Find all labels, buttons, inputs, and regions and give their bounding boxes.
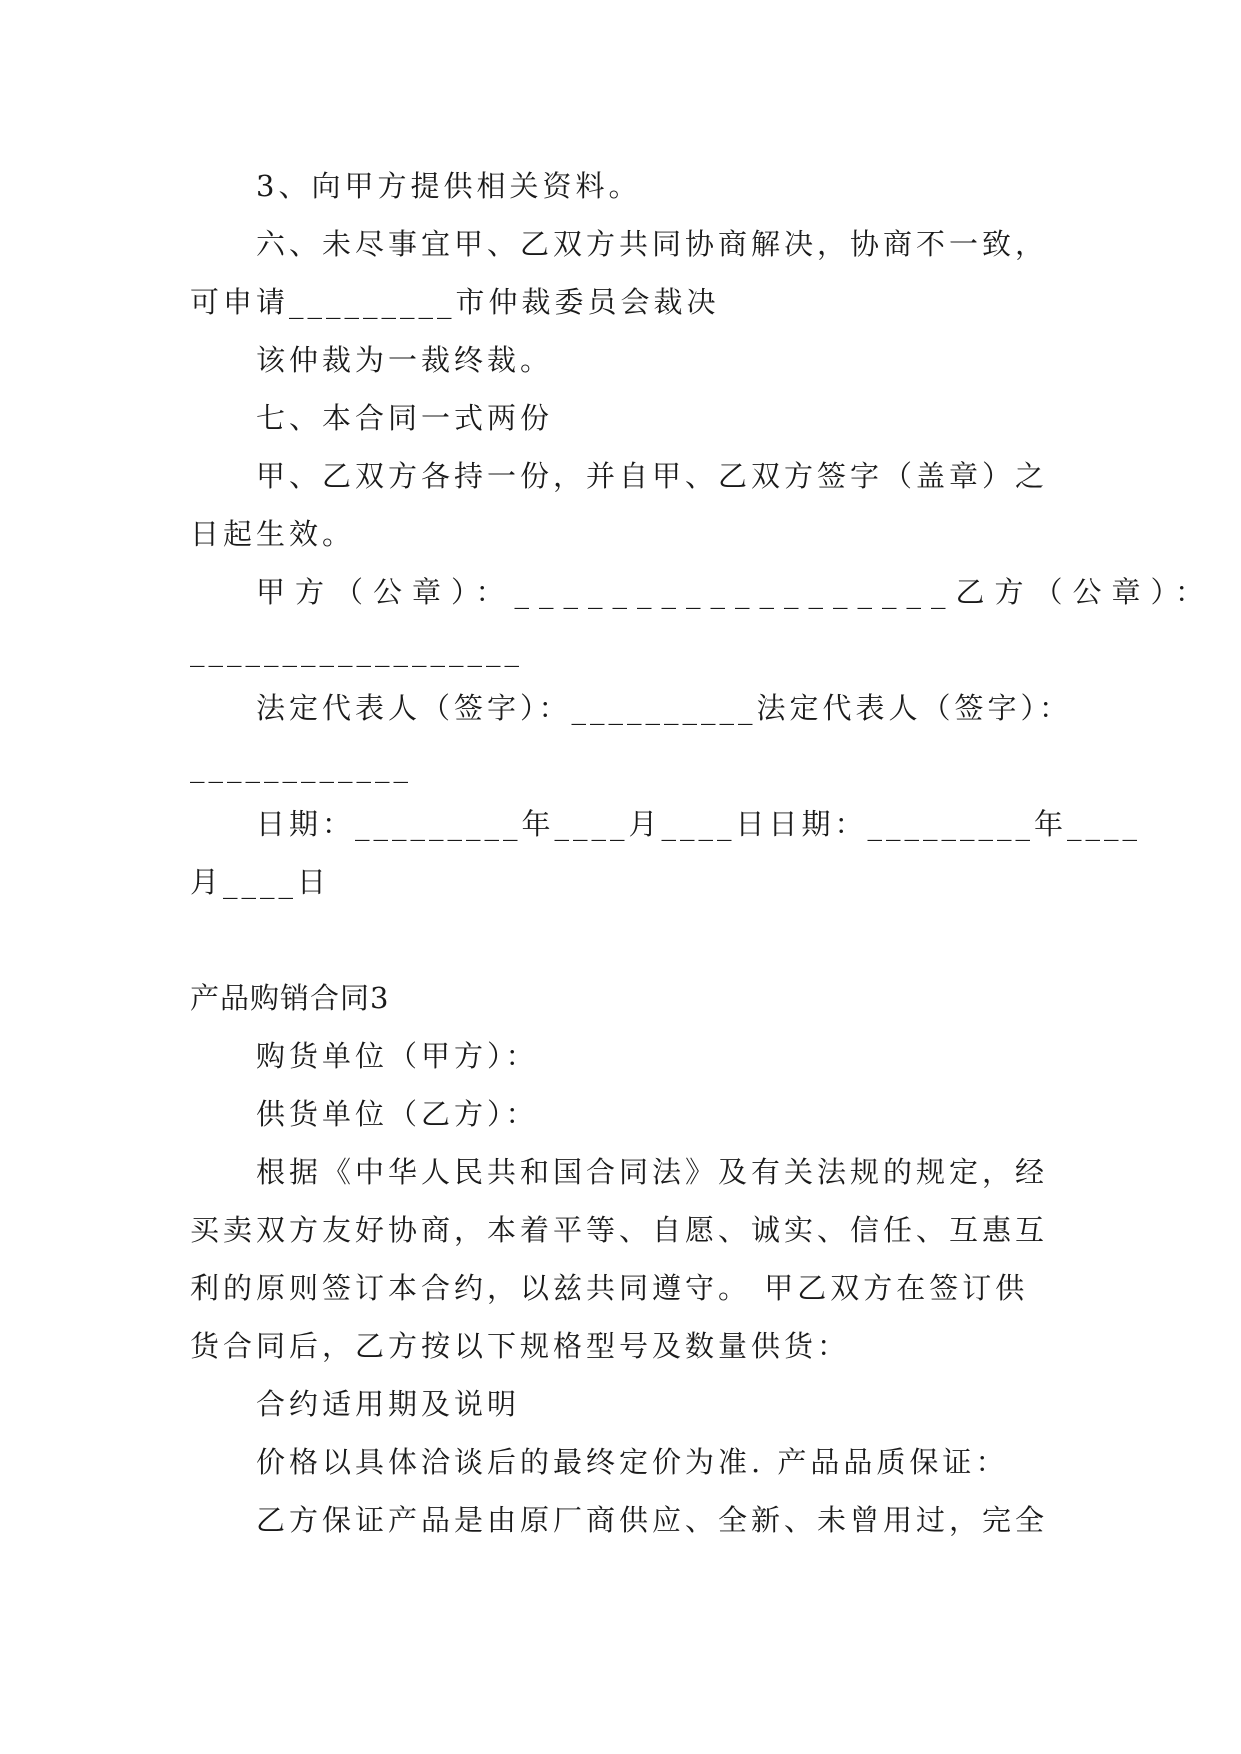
section-title: 产品购销合同3 xyxy=(190,981,390,1015)
text-line: 六、未尽事宜甲、乙双方共同协商解决，协商不一致， xyxy=(256,227,1049,261)
text-line: 该仲裁为一裁终裁。 xyxy=(256,343,554,377)
signature-line-party-a: 甲方（公章）：__________________乙方（公章）： xyxy=(256,575,1215,609)
text-line: 日起生效。 xyxy=(190,517,356,551)
date-line-continued: 月____日 xyxy=(190,865,331,899)
text-line: 利的原则签订本合约，以兹共同遵守。 甲乙双方在签订供 xyxy=(190,1271,1029,1305)
text-line: 根据《中华人民共和国合同法》及有关法规的规定，经 xyxy=(256,1155,1049,1189)
representative-line-blank: ____________ xyxy=(190,749,412,783)
date-line: 日期：_________年____月____日日期：_________年____ xyxy=(256,807,1142,841)
text-line: 供货单位（乙方）： xyxy=(256,1097,539,1131)
text-line: 买卖双方友好协商，本着平等、自愿、诚实、信任、互惠互 xyxy=(190,1213,1049,1247)
text-line: 3、向甲方提供相关资料。 xyxy=(256,169,642,203)
text-line: 合约适用期及说明 xyxy=(256,1387,521,1421)
text-line: 乙方保证产品是由原厂商供应、全新、未曾用过，完全 xyxy=(256,1503,1049,1537)
text-line: 货合同后，乙方按以下规格型号及数量供货： xyxy=(190,1329,851,1363)
text-line: 甲、乙双方各持一份，并自甲、乙双方签字（盖章）之 xyxy=(256,459,1049,493)
text-line: 七、本合同一式两份 xyxy=(256,401,554,435)
representative-line: 法定代表人（签字）：__________法定代表人（签字）： xyxy=(256,691,1073,725)
text-line: 购货单位（甲方）： xyxy=(256,1039,539,1073)
signature-line-party-b: __________________ xyxy=(190,633,523,667)
text-line: 价格以具体洽谈后的最终定价为准. 产品品质保证： xyxy=(256,1445,1009,1479)
text-line: 可申请_________市仲裁委员会裁决 xyxy=(190,285,720,319)
